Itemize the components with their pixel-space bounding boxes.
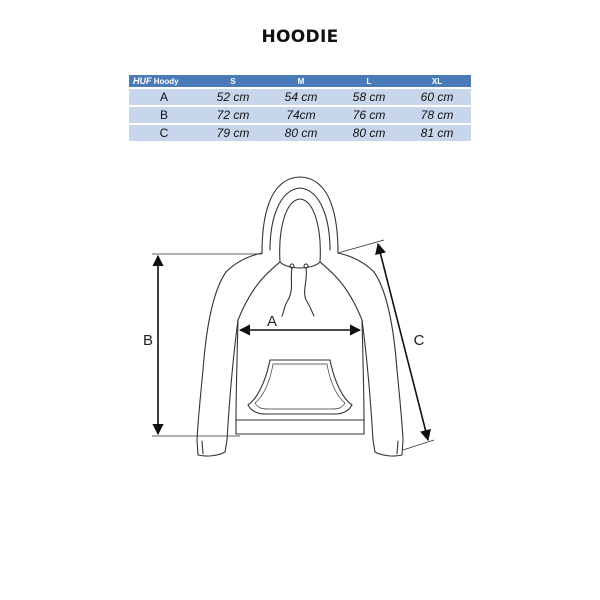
label-b: B [142,332,154,349]
hood-opening [280,199,321,268]
table-cell: 81 cm [403,124,471,141]
left-cuff-rib [202,441,203,454]
waistband [236,420,364,434]
right-cuff-rib [397,441,398,454]
table-cell: 60 cm [403,88,471,106]
column-header-l: L [335,75,403,88]
row-label: A [129,88,199,106]
right-shoulder [338,253,374,272]
left-shoulder [226,253,262,272]
left-raglan-seam [238,262,280,320]
table-cell: 79 cm [199,124,267,141]
column-header-xl: XL [403,75,471,88]
table-cell: 72 cm [199,106,267,124]
table-cell: 58 cm [335,88,403,106]
row-label: C [129,124,199,141]
product-name: Hoody [153,77,179,86]
label-c: C [413,332,425,349]
right-raglan-seam [320,262,362,320]
column-header-m: M [267,75,335,88]
table-cell: 80 cm [267,124,335,141]
left-cuff [197,440,227,456]
table-cell: 78 cm [403,106,471,124]
guide-c-top [338,240,384,253]
right-sleeve [374,272,403,440]
row-label: B [129,106,199,124]
drawstring-left [282,268,292,316]
label-a: A [266,313,278,330]
kangaroo-pocket [248,360,352,414]
table-cell: 74cm [267,106,335,124]
drawstring-right [305,268,314,316]
left-sleeve [197,272,226,440]
guide-c-bottom [403,440,434,450]
page-title: HOODIE [261,27,339,47]
brand-name: HUF [133,76,152,86]
table-cell: 76 cm [335,106,403,124]
table-cell: 80 cm [335,124,403,141]
measurement-lines [158,244,428,440]
hood-inner [270,188,330,250]
right-cuff [373,440,403,456]
column-header-s: S [199,75,267,88]
table-cell: 52 cm [199,88,267,106]
table-cell: 54 cm [267,88,335,106]
hoodie-outline [197,177,403,456]
measurement-guides [152,240,434,450]
kangaroo-pocket-stitch [255,364,345,409]
